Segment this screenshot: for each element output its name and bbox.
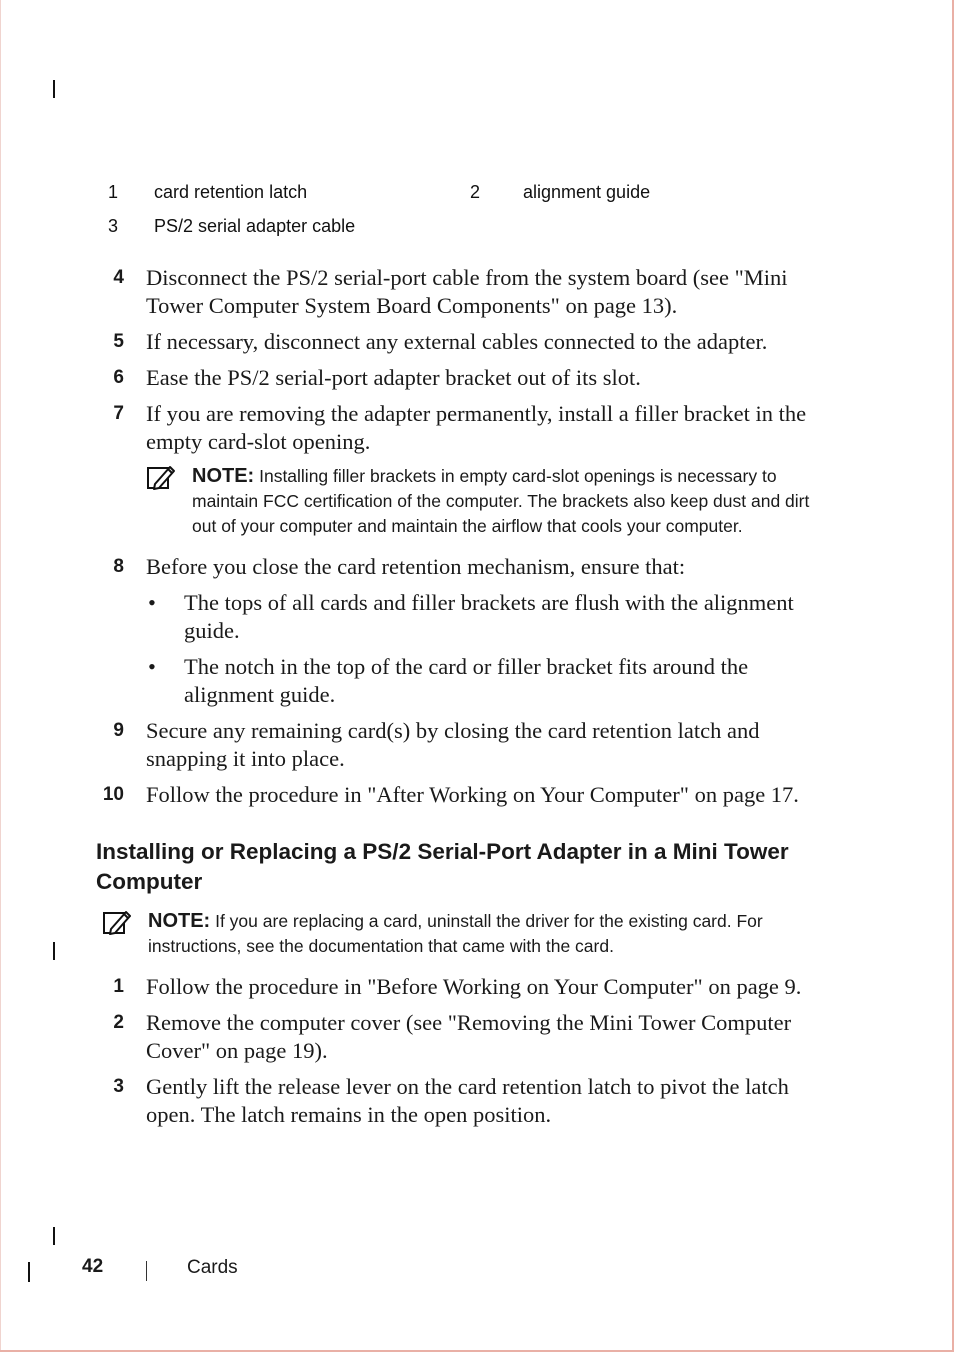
legend-number: 3 <box>108 216 119 236</box>
bullet-text: The notch in the top of the card or filler bracket fits around the alignment guide. <box>184 654 749 707</box>
legend-label: PS/2 serial adapter cable <box>154 216 356 236</box>
step-text: Remove the computer cover (see "Removing the Mini Tower Computer Cover" on page 19). <box>146 1010 792 1063</box>
crop-mark-bottom <box>53 1227 55 1245</box>
step-item <box>96 717 826 773</box>
chapter-title: Cards <box>187 1257 238 1278</box>
step-item <box>96 364 826 392</box>
procedure-steps <box>96 264 826 1137</box>
step-number: 6 <box>113 367 124 388</box>
note-text: Installing filler brackets in empty card-slot openings is necessary to maintain FCC certification of the computer. The brackets also keep dust and dirt out of your computer and maintain the airflow that cools your computer. <box>192 466 810 536</box>
legend-label: alignment guide <box>523 182 651 202</box>
page-footer <box>0 1256 954 1286</box>
step-text: If you are removing the adapter permanently, install a filler bracket in the empty card-slot opening. <box>146 401 807 454</box>
note-text: If you are replacing a card, uninstall the driver for the existing card. For instructions, see the documentation that came with the card. <box>148 911 763 956</box>
bullet-symbol: • <box>148 654 156 679</box>
legend-number: 1 <box>108 182 119 202</box>
step-number: 3 <box>113 1076 124 1097</box>
step-item <box>96 973 826 1001</box>
step-item <box>96 553 826 581</box>
step-text: Disconnect the PS/2 serial-port cable from the system board (see "Mini Tower Computer System Board Components" on page 13). <box>146 265 788 318</box>
pencil-note-icon <box>102 909 132 937</box>
step-item <box>96 781 826 809</box>
page-edge-left <box>0 0 1 1352</box>
page-number: 42 <box>82 1256 104 1277</box>
step-item <box>96 1073 826 1129</box>
bullet-list <box>146 589 826 709</box>
step-number: 7 <box>113 403 124 424</box>
step-number: 2 <box>113 1012 124 1033</box>
pencil-note-icon <box>146 464 176 492</box>
step-text: If necessary, disconnect any external cables connected to the adapter. <box>146 329 768 354</box>
step-text: Secure any remaining card(s) by closing the card retention latch and snapping it into place. <box>146 718 760 771</box>
legend-label: card retention latch <box>154 182 308 202</box>
bullet-symbol: • <box>148 590 156 615</box>
step-text: Ease the PS/2 serial-port adapter bracket out of its slot. <box>146 365 641 390</box>
step-item <box>96 1009 826 1065</box>
figure-legend <box>108 182 808 250</box>
legend-row <box>108 216 808 250</box>
step-item <box>96 328 826 356</box>
footer-divider <box>146 1261 147 1281</box>
note-label: NOTE: <box>192 465 255 487</box>
legend-row <box>108 182 808 216</box>
bullet-text: The tops of all cards and filler brackets are flush with the alignment guide. <box>184 590 794 643</box>
crop-mark-middle <box>53 942 55 960</box>
note-box <box>146 464 826 539</box>
step-number: 4 <box>113 267 124 288</box>
step-item <box>96 264 826 320</box>
bullet-item <box>146 653 826 709</box>
note-label: NOTE: <box>148 910 211 932</box>
step-number: 1 <box>113 976 124 997</box>
step-text: Before you close the card retention mechanism, ensure that: <box>146 554 686 579</box>
step-text: Gently lift the release lever on the card retention latch to pivot the latch open. The latch remains in the open position. <box>146 1074 789 1127</box>
step-number: 10 <box>102 784 124 805</box>
step-text: Follow the procedure in "After Working on Your Computer" on page 17. <box>146 782 799 807</box>
section-heading: Installing or Replacing a PS/2 Serial-Port Adapter in a Mini Tower Computer <box>96 839 789 894</box>
step-text: Follow the procedure in "Before Working on Your Computer" on page 9. <box>146 974 802 999</box>
step-item <box>96 400 826 456</box>
legend-number: 2 <box>470 182 481 202</box>
step-number: 8 <box>113 556 124 577</box>
note-box <box>102 909 826 959</box>
step-number: 9 <box>113 720 124 741</box>
crop-mark-top <box>53 80 55 98</box>
bullet-item <box>146 589 826 645</box>
step-number: 5 <box>113 331 124 352</box>
